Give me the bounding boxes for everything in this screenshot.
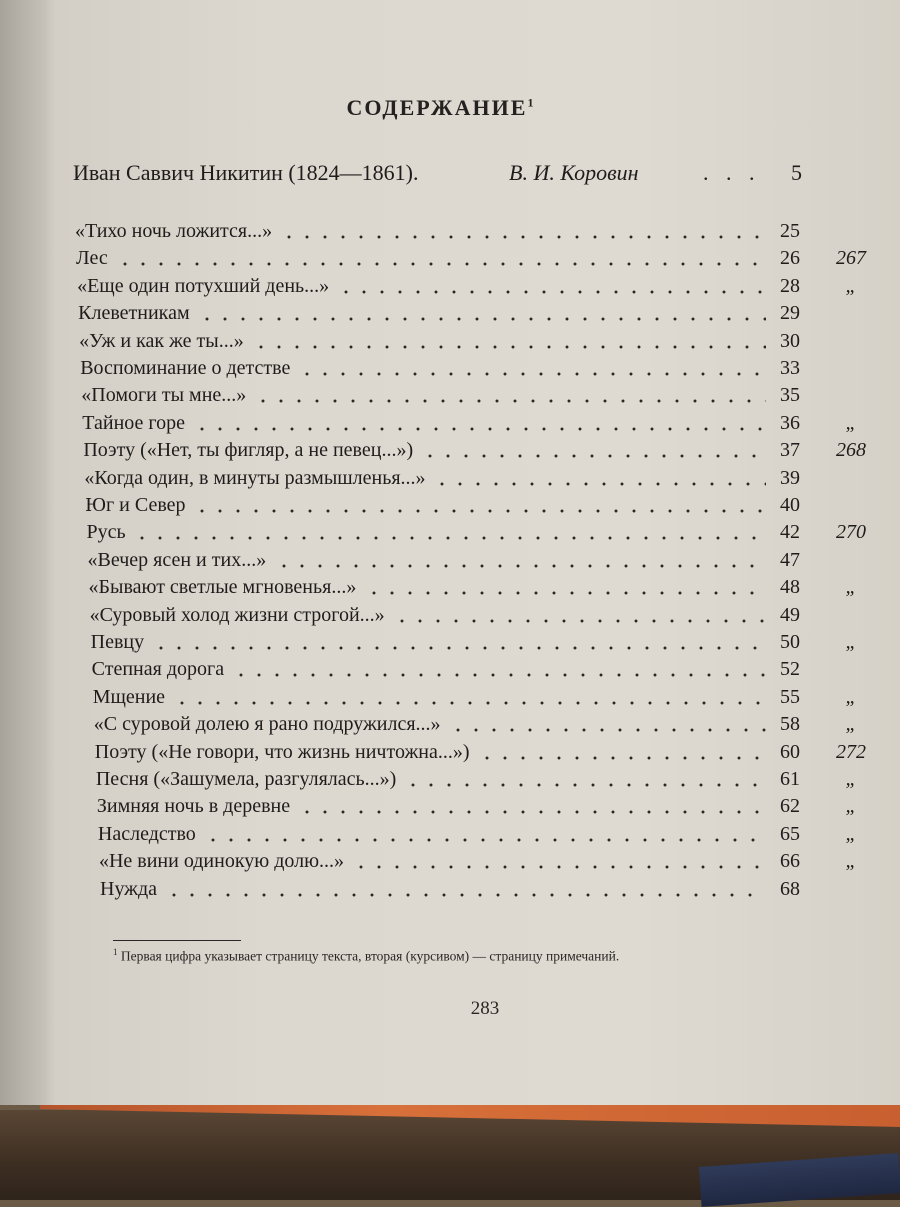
toc-entry: [0, 521, 900, 549]
toc-notes-page: 267: [836, 247, 866, 270]
toc-leader-dots: [421, 451, 766, 461]
toc-leader-dots: [173, 698, 766, 708]
toc-entry-title: «Когда один, в минуты размышленья...»: [84, 466, 426, 489]
toc-leader-dots: [193, 424, 766, 434]
toc-leader-dots: [404, 780, 766, 790]
toc-leader-dots: [198, 314, 766, 324]
toc-entry-title: «Вечер ясен и тих...»: [87, 548, 267, 571]
toc-page-number: 37: [780, 439, 800, 462]
toc-page-number: 65: [780, 822, 800, 845]
toc-entry: [0, 604, 900, 632]
toc-leader-dots: [298, 369, 766, 379]
toc-page-number: 39: [780, 466, 800, 489]
toc-entry: [0, 850, 900, 878]
toc-leader-dots: [165, 890, 766, 900]
toc-entry: [0, 384, 900, 412]
toc-entry: [0, 439, 900, 467]
toc-entry-title: «Суровый холод жизни строгой...»: [89, 603, 385, 626]
heading-footnote-marker: 1: [527, 95, 534, 110]
intro-title: Иван Саввич Никитин (1824—1861).: [73, 160, 419, 185]
toc-notes-page: „: [845, 713, 857, 736]
toc-entry: [0, 686, 900, 714]
toc-entry: [0, 302, 900, 330]
toc-leader-dots: [232, 670, 766, 680]
toc-entry: [0, 412, 900, 440]
toc-entry-title: «Уж и как же ты...»: [79, 329, 244, 352]
toc-entry-title: Тайное горе: [82, 411, 185, 434]
toc-leader-dots: [193, 506, 766, 516]
toc-entry: [0, 823, 900, 851]
intro-author: В. И. Коровин: [509, 160, 639, 185]
toc-entry-title: «Помоги ты мне...»: [81, 384, 247, 407]
toc-leader-dots: [254, 396, 766, 406]
toc-page-number: 62: [780, 795, 800, 818]
toc-page-number: 55: [780, 685, 800, 708]
page-number: 283: [470, 998, 500, 1019]
toc-page-number: 25: [780, 220, 800, 242]
toc-entry-title: Русь: [86, 521, 126, 544]
intro-leader-dots: . . .: [703, 160, 761, 185]
toc-page-number: 47: [780, 548, 800, 571]
toc-leader-dots: [280, 232, 766, 242]
toc-entry: [0, 467, 900, 495]
page-heading: [0, 95, 880, 121]
toc-entry-title: Степная дорога: [91, 658, 225, 681]
toc-entry-title: Лес: [76, 247, 108, 270]
toc-notes-page: „: [845, 795, 857, 818]
toc-leader-dots: [433, 479, 766, 489]
toc-entry-title: Воспоминание о детстве: [80, 357, 291, 379]
toc-entry-title: Зимняя ночь в деревне: [96, 795, 291, 818]
toc-notes-page: „: [845, 576, 857, 599]
toc-leader-dots: [449, 725, 766, 735]
toc-notes-page: 268: [836, 439, 866, 462]
toc-notes-page: 272: [836, 740, 866, 763]
toc-entry-title: «Не вини одинокую долю...»: [98, 850, 345, 873]
toc-page-number: 29: [780, 302, 800, 325]
toc-leader-dots: [352, 862, 766, 872]
toc-page-number: 68: [780, 877, 800, 900]
toc-notes-page: „: [845, 768, 857, 790]
toc-notes-page: „: [845, 631, 857, 653]
toc-page-number: 66: [780, 850, 800, 873]
toc-entry-title: Песня («Зашумела, разгулялась...»): [95, 768, 397, 790]
toc-leader-dots: [204, 835, 766, 845]
toc-notes-page: „: [845, 411, 857, 434]
toc-entry-title: Поэту («Нет, ты фигляр, а не певец...»): [83, 439, 414, 462]
toc-entry-title: «С суровой долею я рано подружился...»: [93, 713, 441, 736]
intro-page-number: 5: [791, 160, 802, 185]
toc-leader-dots: [252, 342, 766, 352]
toc-entry-title: Нужда: [100, 877, 158, 900]
toc-entry: [0, 247, 900, 275]
toc-entry-title: Мщение: [92, 685, 166, 708]
toc-leader-dots: [478, 753, 766, 763]
toc-page-number: 35: [780, 384, 800, 407]
toc-entry-title: «Еще один потухший день...»: [77, 274, 330, 297]
toc-notes-page: „: [845, 274, 857, 297]
toc-entry: [0, 576, 900, 604]
toc-entry-title: Юг и Север: [85, 494, 186, 516]
toc-leader-dots: [393, 616, 766, 626]
toc-entry-title: «Бывают светлые мгновенья...»: [88, 576, 357, 599]
toc-page-number: 52: [780, 658, 800, 681]
toc-entry-title: Поэту («Не говори, что жизнь ничтожна...»): [94, 740, 470, 763]
toc-leader-dots: [133, 533, 766, 543]
toc-entry: [0, 713, 900, 741]
toc-notes-page: „: [845, 822, 857, 845]
footnote: [113, 943, 873, 966]
toc-page-number: 28: [780, 274, 800, 297]
toc-entry-title: Наследство: [97, 822, 196, 845]
toc-entry: [0, 878, 900, 906]
toc-entry: [0, 795, 900, 823]
toc-leader-dots: [365, 588, 766, 598]
footnote-rule: [113, 940, 241, 941]
intro-entry: [73, 160, 813, 190]
toc-page-number: 30: [780, 329, 800, 352]
toc-entry: [0, 549, 900, 577]
toc-entry: [0, 741, 900, 769]
toc-entry: [0, 494, 900, 522]
toc-leader-dots: [275, 561, 766, 571]
toc-page-number: 60: [780, 740, 800, 763]
toc-notes-page: „: [845, 685, 857, 708]
toc-leader-dots: [152, 643, 766, 653]
toc-entry: [0, 330, 900, 358]
toc-leader-dots: [298, 807, 766, 817]
footnote-text: Первая цифра указывает страницу текста, вторая (курсивом) — страницу примечаний.: [120, 948, 620, 964]
heading-text: СОДЕРЖАНИЕ: [346, 95, 528, 120]
toc-page-number: 26: [780, 247, 800, 270]
toc-page-number: 36: [780, 411, 800, 434]
toc-entry-title: «Тихо ночь ложится...»: [75, 220, 273, 242]
toc-notes-page: „: [845, 850, 857, 873]
toc-entry: [0, 357, 900, 385]
toc-entry-title: Певцу: [90, 631, 145, 653]
toc-entry-title: Клеветникам: [78, 302, 190, 325]
toc-page-number: 58: [780, 713, 800, 736]
toc-page-number: 49: [780, 603, 800, 626]
toc-page-number: 61: [780, 768, 800, 790]
toc-page-number: 48: [780, 576, 800, 599]
toc-entry: [0, 220, 900, 248]
toc-entry: [0, 275, 900, 303]
toc-entry: [0, 768, 900, 796]
toc-notes-page: 270: [836, 521, 866, 544]
toc-leader-dots: [116, 259, 766, 269]
toc-entry: [0, 658, 900, 686]
toc-page-number: 42: [780, 521, 800, 544]
footnote-marker: 1: [113, 947, 118, 957]
toc-page-number: 50: [780, 631, 800, 653]
toc-entry: [0, 631, 900, 659]
toc-page-number: 40: [780, 494, 800, 516]
toc-page-number: 33: [780, 357, 800, 379]
toc-leader-dots: [337, 287, 766, 297]
